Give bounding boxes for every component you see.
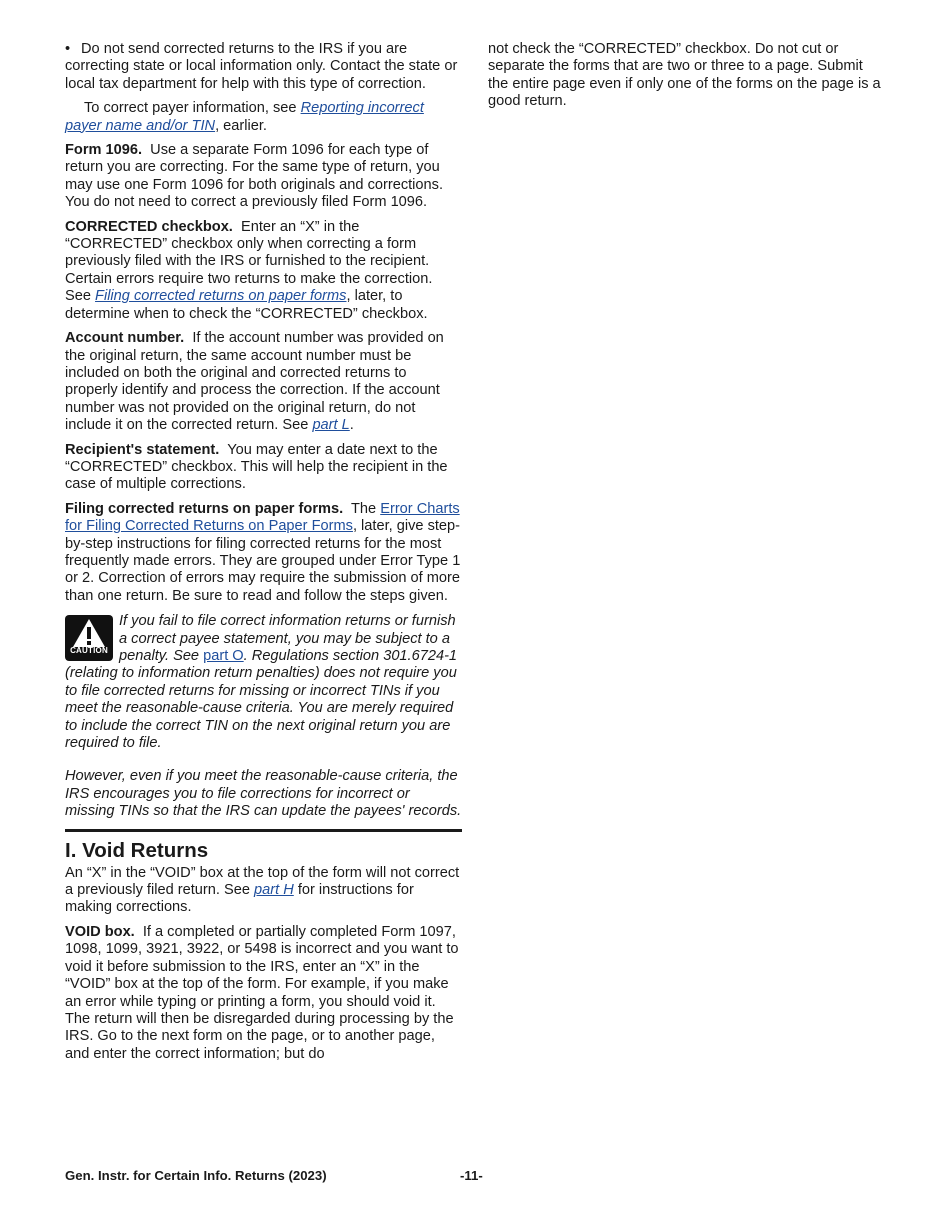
recipient-statement-heading: Recipient's statement. <box>65 441 220 458</box>
form-1096-heading: Form 1096. <box>65 142 143 159</box>
void-box-paragraph: VOID box. If a completed or partially completed Form 1097, 1098, 1099, 3921, 3922, or 5498 is incorrect and you want to void it before submission to the IRS, enter an “X” in the “VOID” box at the top of the form. For example, if you make an error while typing or printing a form, you should void it. The return will then be disregarded during processing by the IRS. Go to the next form on the page, or to another page, and enter the correct information; but do <box>65 923 459 1062</box>
caution-icon <box>65 615 113 661</box>
corrected-checkbox-paragraph: CORRECTED checkbox. Enter an “X” in the “CORRECTED” checkbox only when correcting a form previously filed with the IRS or furnished to the recipient. Certain errors require two returns to make the correction. See Filing corrected returns on paper forms, later, to determine when to check the “CORRECTED” checkbox. <box>65 218 433 322</box>
filing-corrected-heading: Filing corrected returns on paper forms. <box>65 500 344 517</box>
void-returns-paragraph: An “X” in the “VOID” box at the top of the form will not correct a previously filed return. See part H for instructions for making corrections. <box>65 864 460 916</box>
filing-corrected-returns-link[interactable]: Filing corrected returns on paper forms <box>95 288 347 305</box>
form-1096-paragraph: Form 1096. Use a separate Form 1096 for each type of return you are correcting. For the same type of return, you may use one Form 1096 for both originals and corrections. You do not need to correct a previously filed Form 1096. <box>65 142 444 211</box>
part-o-link[interactable]: part O <box>203 648 244 664</box>
payer-info-paragraph: To correct payer information, see Reporting incorrect payer name and/or TIN, earlier. <box>65 100 424 134</box>
corrected-checkbox-heading: CORRECTED checkbox. <box>65 218 233 235</box>
section-divider <box>65 829 462 832</box>
page-number: -11- <box>460 1168 483 1183</box>
caution-label: CAUTION <box>70 645 108 655</box>
reporting-incorrect-payer-link[interactable]: Reporting incorrect payer name and/or TIN <box>65 100 424 134</box>
error-charts-link[interactable]: Error Charts for Filing Corrected Returns on Paper Forms <box>65 500 460 535</box>
left-column <box>65 41 462 1070</box>
recipient-statement-paragraph: Recipient's statement. You may enter a date next to the “CORRECTED” checkbox. This will help the recipient in the case of multiple corrections. <box>65 441 448 493</box>
account-number-paragraph: Account number. If the account number was provided on the original return, the same account number must be included on both the original and corrected returns to properly identify and process the correction. If the account number was not provided on the original return, do not include it on the corrected return. See part L. <box>65 330 444 434</box>
bullet-paragraph: • Do not send corrected returns to the IRS if you are correcting state or local information only. Contact the state or local tax department for help with this type of correction. <box>65 41 458 92</box>
section-heading: I. Void Returns <box>65 838 209 862</box>
continued-paragraph: not check the “CORRECTED” checkbox. Do not cut or separate the forms that are two or three to a page. Submit the entire page even if only one of the forms on the page is a good return. <box>488 41 881 110</box>
footer-title: Gen. Instr. for Certain Info. Returns (2023) <box>65 1168 327 1183</box>
caution-note <box>65 613 462 820</box>
filing-corrected-paragraph: Filing corrected returns on paper forms. The Error Charts for Filing Corrected Returns on Paper Forms, later, give step-by-step instructions for filing corrected returns for the most frequently made errors. They are grouped under Error Type 1 or 2. Correction of errors may require the submission of more than one return. Be sure to read and follow the steps given. <box>65 500 461 604</box>
caution-paragraph: If you fail to file correct information returns or furnish a correct payee statement, you may be subject to a penalty. See part O. Regulations section 301.6724-1 (relating to information return penalties) does not require you to file corrected returns for missing or incorrect TINs if you meet the reasonable-cause criteria. You are merely required to include the correct TIN on the next original return you are required to file. <box>65 613 458 752</box>
right-column <box>488 41 885 118</box>
part-l-link[interactable]: part L <box>312 417 350 434</box>
part-h-link[interactable]: part H <box>254 882 294 899</box>
void-box-heading: VOID box. <box>65 923 135 940</box>
account-number-heading: Account number. <box>65 330 185 347</box>
bullet-icon: • <box>65 41 71 57</box>
caution-paragraph-2: However, even if you meet the reasonable-cause criteria, the IRS encourages you to file corrections for incorrect or missing TINs so that the IRS can update the payees' records. <box>65 768 462 820</box>
